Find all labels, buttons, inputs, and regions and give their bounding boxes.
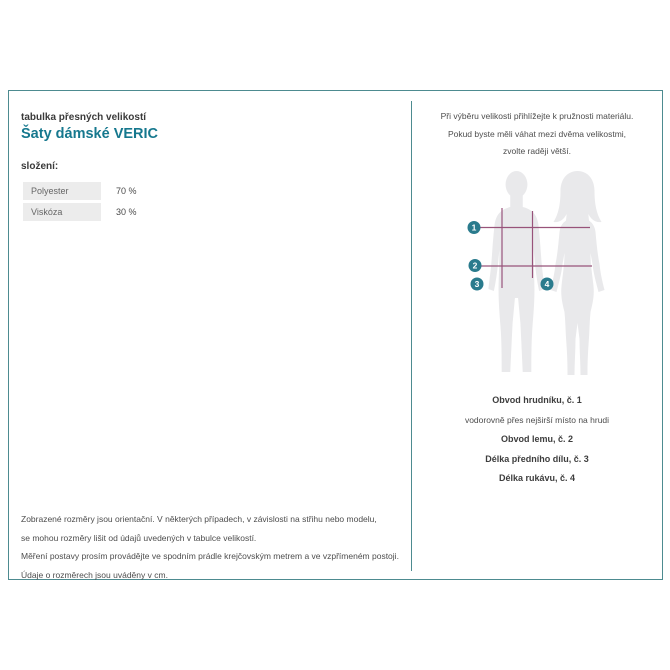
disclaimer-line: Měření postavy prosím provádějte ve spodním prádle krejčovským metrem a ve vzpřímeném postoji. (21, 551, 399, 562)
measurement-note: vodorovně přes nejširší místo na hrudi (464, 414, 610, 425)
chart-subtitle: tabulka přesných velikostí (21, 112, 147, 123)
size-chart-card (8, 90, 663, 580)
measurement-label: Obvod hrudníku, č. 1 (492, 395, 582, 405)
marker-3 (471, 278, 484, 291)
panel-divider (411, 101, 412, 571)
disclaimer-line: Údaje o rozměrech jsou uváděny v cm. (21, 569, 168, 580)
svg-text:1: 1 (471, 222, 477, 233)
product-title: Šaty dámské VERIC (21, 126, 159, 142)
marker-1 (468, 221, 481, 234)
table-row (23, 182, 137, 200)
marker-2 (469, 259, 482, 272)
sizing-advice-text (413, 108, 661, 161)
disclaimer-text (21, 510, 399, 584)
composition-table (23, 182, 137, 224)
marker-4 (541, 278, 554, 291)
disclaimer-line: Zobrazené rozměry jsou orientační. V některých případech, v závislosti na střihu nebo modelu, (21, 514, 377, 524)
measurement-label: Obvod lemu, č. 2 (500, 434, 574, 444)
measurement-legend (413, 391, 661, 489)
measurement-diagram (451, 163, 616, 383)
svg-text:2: 2 (472, 260, 478, 271)
measurement-label: Délka předního dílu, č. 3 (485, 453, 589, 464)
female-silhouette (551, 171, 605, 375)
svg-text:4: 4 (544, 279, 550, 289)
composition-heading: složení: (21, 161, 59, 172)
disclaimer-line: se mohou rozměry lišit od údajů uvedených v tabulce velikostí. (21, 532, 257, 543)
percentage-cell: 70 % (116, 186, 137, 196)
advice-line: zvolte raději větší. (502, 146, 572, 156)
percentage-cell: 30 % (116, 207, 137, 217)
advice-line: Pokud byste měli váhat mezi dvěma velikostmi, (447, 128, 627, 139)
material-cell: Polyester (23, 182, 101, 200)
material-cell: Viskóza (23, 203, 101, 221)
advice-line: Při výběru velikosti přihlížejte k pružnosti materiálu. (440, 111, 634, 121)
measurement-label: Délka rukávu, č. 4 (498, 473, 576, 483)
male-silhouette (488, 171, 544, 372)
table-row (23, 203, 137, 221)
svg-text:3: 3 (474, 279, 480, 289)
